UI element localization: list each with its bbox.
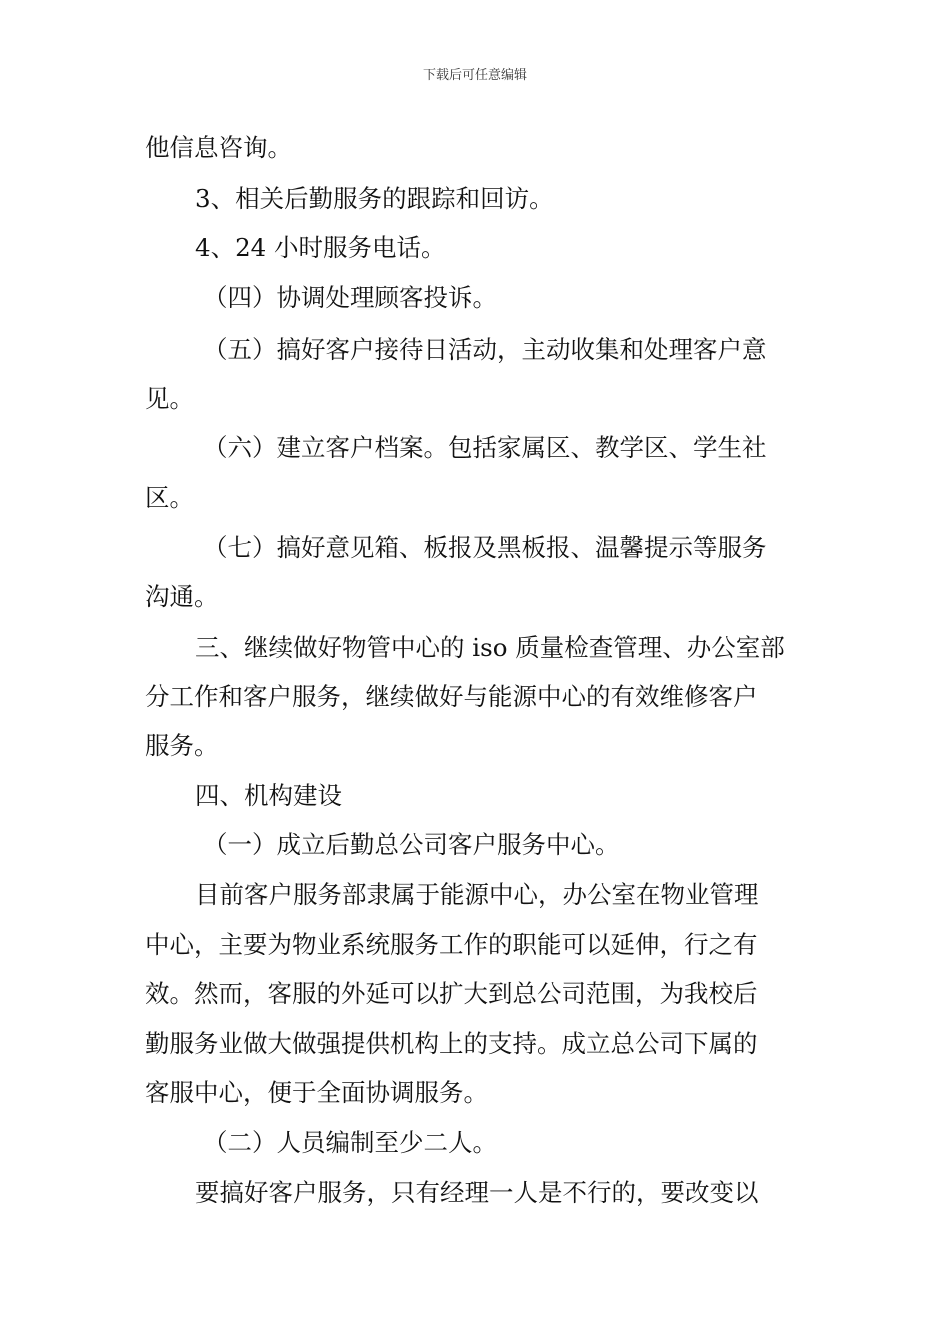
text-line: 服务。 — [145, 731, 219, 760]
text-line: 分工作和客户服务，继续做好与能源中心的有效维修客户 — [145, 682, 758, 711]
page-header: 下载后可任意编辑 — [422, 68, 527, 83]
text-line: （四）协调处理顾客投诉。 — [203, 283, 497, 312]
text-line: 见。 — [145, 384, 194, 413]
text-line: （六）建立客户档案。包括家属区、教学区、学生社 — [203, 433, 767, 462]
text-line: 他信息咨询。 — [145, 133, 292, 162]
text-line: （二）人员编制至少二人。 — [203, 1128, 497, 1157]
text-line: 三、继续做好物管中心的 iso 质量检查管理、办公室部 — [195, 633, 785, 662]
text-line: （七）搞好意见箱、板报及黑板报、温馨提示等服务 — [203, 533, 767, 562]
text-line: 四、机构建设 — [195, 781, 342, 810]
text-line: 客服中心，便于全面协调服务。 — [145, 1078, 488, 1107]
text-line: 效。然而，客服的外延可以扩大到总公司范围，为我校后 — [145, 979, 758, 1008]
text-line: 沟通。 — [145, 582, 219, 611]
text-line: （一）成立后勤总公司客户服务中心。 — [203, 830, 620, 859]
text-line: 区。 — [145, 483, 194, 512]
text-line: （五）搞好客户接待日活动，主动收集和处理客户意 — [203, 335, 767, 364]
text-line: 目前客户服务部隶属于能源中心，办公室在物业管理 — [195, 880, 759, 909]
text-line: 中心，主要为物业系统服务工作的职能可以延伸，行之有 — [145, 930, 758, 959]
text-line: 要搞好客户服务，只有经理一人是不行的，要改变以 — [195, 1178, 759, 1207]
text-line: 勤服务业做大做强提供机构上的支持。成立总公司下属的 — [145, 1029, 758, 1058]
text-line: 3、相关后勤服务的跟踪和回访。 — [195, 184, 554, 213]
text-line: 4、24 小时服务电话。 — [195, 233, 446, 262]
